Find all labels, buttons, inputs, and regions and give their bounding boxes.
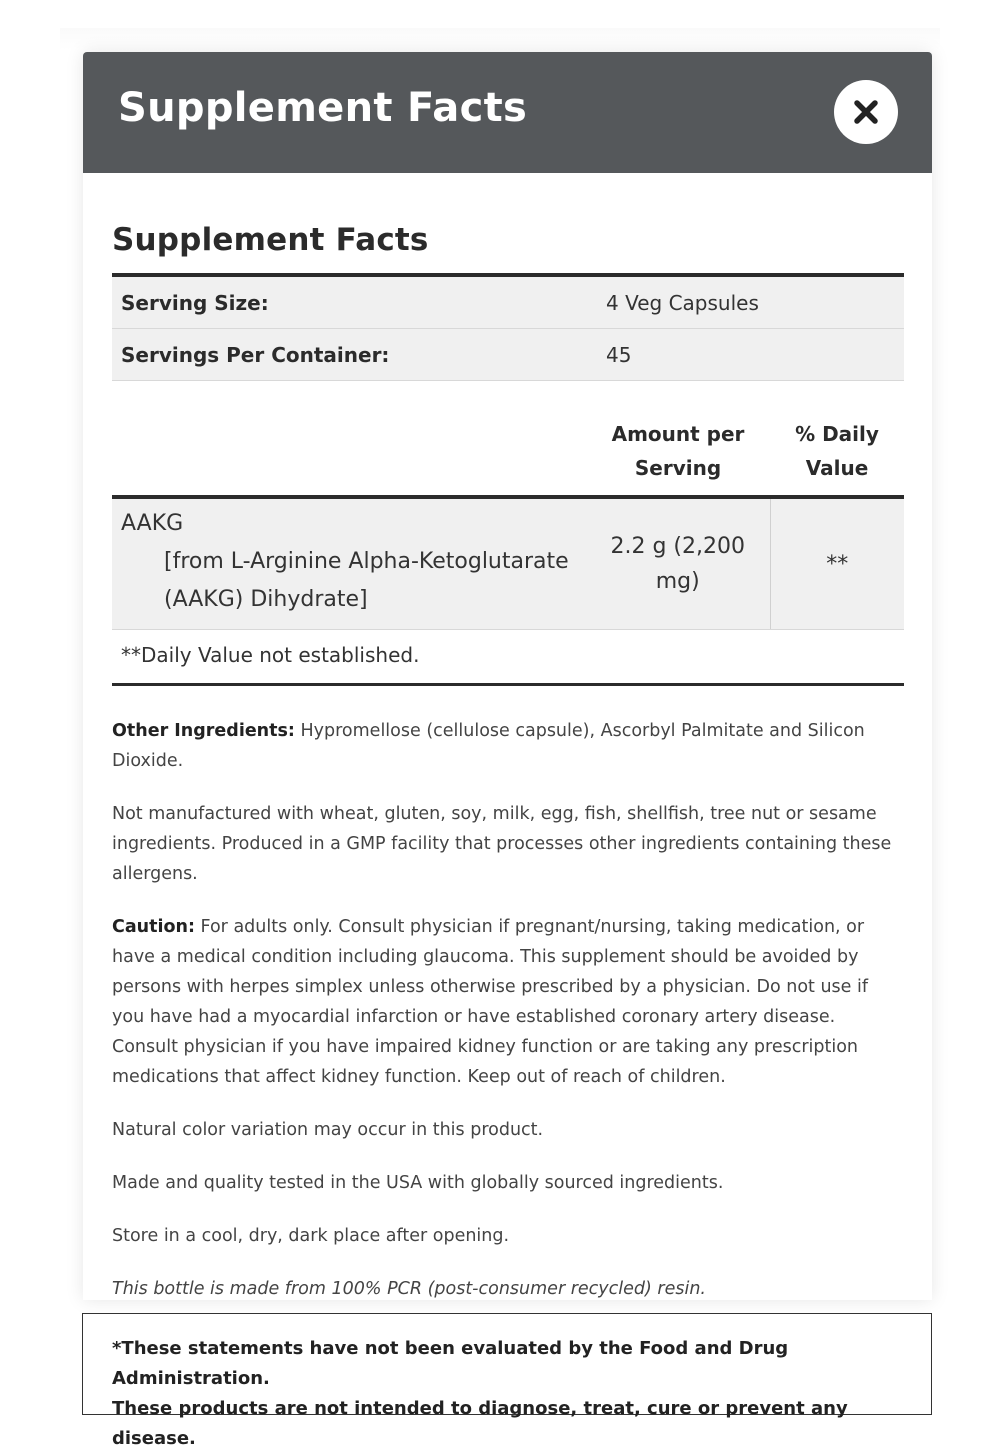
serving-size-row: [112, 277, 904, 329]
daily-value-footnote: **Daily Value not established.: [112, 629, 904, 686]
supplement-facts-modal: [83, 52, 932, 1300]
other-ingredients-text: Hypromellose (cellulose capsule), Ascorbyl Palmitate and Silicon Dioxide.: [112, 721, 865, 772]
nutrient-table: [112, 417, 904, 629]
caution-label: Caution:: [112, 917, 195, 938]
nutrient-name-header: [112, 417, 586, 497]
storage-note: Store in a cool, dry, dark place after opening.: [112, 1226, 510, 1247]
table-row: [112, 497, 904, 629]
daily-value-header: % Daily Value: [795, 422, 879, 481]
fda-disclaimer: [82, 1313, 932, 1449]
nutrient-header-row: [112, 417, 904, 497]
allergen-statement: Not manufactured with wheat, gluten, soy, milk, egg, fish, shellfish, tree nut or sesame ingredients. Produced in a GMP facility that processes other ingredients containing these allergens.: [112, 804, 892, 885]
usa-made-note: Made and quality tested in the USA with globally sourced ingredients.: [112, 1173, 724, 1194]
modal-title: Supplement Facts: [118, 85, 528, 131]
servings-per-container-row: [112, 329, 904, 381]
bottle-note: This bottle is made from 100% PCR (post-consumer recycled) resin.: [112, 1279, 706, 1300]
product-info: [112, 716, 904, 1300]
caution-statement: [112, 912, 904, 1092]
amount-header: Amount per Serving: [611, 422, 745, 481]
nutrient-source: [from L-Arginine Alpha-Ketoglutarate (AAKG) Dihydrate]: [164, 549, 569, 613]
servings-per-container-label: Servings Per Container:: [112, 329, 588, 381]
caution-text: For adults only. Consult physician if pregnant/nursing, taking medication, or have a medical condition including glaucoma. This supplement should be avoided by persons with herpes simplex unless otherwise prescribed by a physician. Do not use if you have had a myocardial infarction or have established coronary artery disease. Consult physician if you have impaired kidney function or are taking any prescription medications that affect kidney function. Keep out of reach of children.: [112, 917, 869, 1088]
disclaimer-line-1: *These statements have not been evaluated by the Food and Drug Administration.: [112, 1338, 789, 1389]
nutrient-name: AAKG: [121, 511, 184, 537]
disclaimer-line-2: These products are not intended to diagnose, treat, cure or prevent any disease.: [112, 1398, 848, 1449]
close-icon: [853, 99, 879, 125]
servings-per-container-value: 45: [588, 329, 904, 381]
serving-size-label: Serving Size:: [112, 277, 588, 329]
close-button[interactable]: [834, 80, 898, 144]
facts-heading: Supplement Facts: [112, 222, 429, 258]
nutrient-cell: [112, 497, 586, 629]
serving-size-value: 4 Veg Capsules: [588, 277, 904, 329]
modal-header: [83, 52, 932, 173]
modal-content: [112, 222, 904, 1300]
serving-table: [112, 277, 904, 381]
nutrient-daily-value: **: [770, 497, 904, 629]
nutrient-amount: 2.2 g (2,200 mg): [586, 497, 770, 629]
background-fade: [60, 28, 940, 50]
color-variation-note: Natural color variation may occur in this product.: [112, 1120, 544, 1141]
other-ingredients: [112, 716, 904, 776]
other-ingredients-label: Other Ingredients:: [112, 721, 295, 742]
